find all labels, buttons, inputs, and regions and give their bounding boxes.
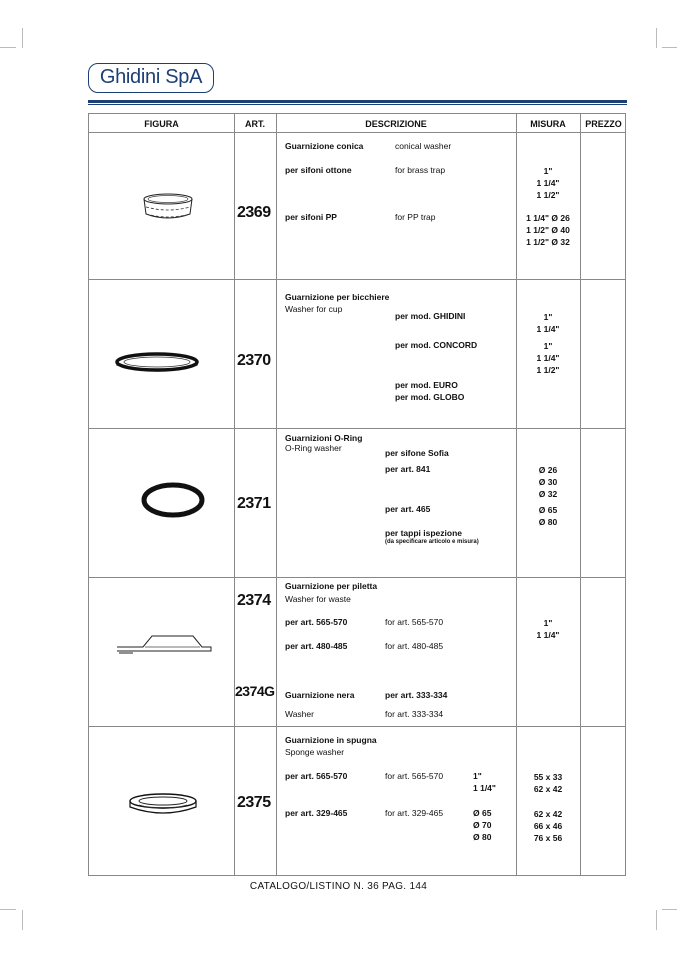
cup-washer-drawing	[115, 351, 199, 377]
size-value: 1 1/4"	[536, 178, 560, 188]
desc-line: per art. 565-570	[285, 617, 348, 627]
desc-line: per tappi ispezione	[385, 528, 462, 538]
size-value: 1 1/2" Ø 40	[526, 225, 570, 235]
size-value: 1"	[543, 618, 553, 628]
waste-washer-drawing	[115, 633, 215, 655]
desc-line-en: for PP trap	[395, 212, 436, 222]
size-value: 1 1/2" Ø 32	[526, 237, 570, 247]
desc-line: per mod. GLOBO	[395, 392, 465, 402]
conical-washer-drawing	[139, 190, 197, 230]
desc-subtitle: O-Ring washer	[285, 443, 342, 453]
desc-size: Ø 70	[473, 820, 492, 830]
crop-mark	[22, 910, 23, 930]
desc-line: per art. 480-485	[285, 641, 348, 651]
article-number-variant: 2374G	[235, 683, 275, 699]
sponge-washer-drawing	[127, 791, 199, 819]
desc-line-en: for art. 565-570	[385, 771, 444, 781]
desc-subtitle: Sponge washer	[285, 747, 345, 757]
col-header-art: ART.	[245, 119, 265, 129]
col-divider	[234, 114, 235, 875]
desc-line: Washer	[285, 709, 314, 719]
desc-title: Guarnizione in spugna	[285, 735, 377, 745]
desc-size: Ø 65	[473, 808, 492, 818]
size-value: 1 1/4"	[536, 324, 560, 334]
desc-note: (da specificare articolo e misura)	[385, 539, 479, 545]
size-value: Ø 32	[538, 489, 558, 499]
row-divider	[89, 726, 625, 727]
row-divider	[89, 428, 625, 429]
desc-title: Guarnizioni O-Ring	[285, 433, 363, 443]
size-value: 1"	[543, 166, 553, 176]
crop-mark	[662, 47, 677, 48]
size-value: 55 x 33	[533, 772, 563, 782]
desc-line: per sifone Sofia	[385, 448, 449, 458]
size-value: 76 x 56	[533, 833, 563, 843]
size-value: Ø 26	[538, 465, 558, 475]
desc-line: per mod. EURO	[395, 380, 458, 390]
desc-line: per mod. GHIDINI	[395, 311, 466, 321]
article-number: 2371	[237, 495, 271, 512]
article-number: 2370	[237, 352, 271, 369]
desc-line: Guarnizione nera	[285, 690, 355, 700]
desc-size: Ø 80	[473, 832, 492, 842]
desc-line-en: for art. 565-570	[385, 617, 444, 627]
desc-line: per sifoni ottone	[285, 165, 352, 175]
desc-subtitle: Washer for cup	[285, 304, 343, 314]
desc-line: per mod. CONCORD	[395, 340, 478, 350]
row-divider	[89, 577, 625, 578]
desc-size: 1"	[473, 771, 482, 781]
col-header-descrizione: DESCRIZIONE	[365, 119, 427, 129]
desc-line-en: for art. 480-485	[385, 641, 444, 651]
header-rule-thin	[88, 104, 627, 105]
desc-line: per art. 841	[385, 464, 431, 474]
size-value: Ø 30	[538, 477, 558, 487]
desc-line: per sifoni PP	[285, 212, 337, 222]
article-number: 2369	[237, 204, 271, 221]
desc-title-en: conical washer	[395, 141, 452, 151]
desc-line-en: for art. 329-465	[385, 808, 444, 818]
col-divider	[276, 114, 277, 875]
crop-mark	[0, 47, 16, 48]
crop-mark	[0, 909, 16, 910]
o-ring-drawing	[140, 481, 206, 519]
size-value: 1 1/4"	[536, 630, 560, 640]
catalog-table	[88, 113, 626, 876]
crop-mark	[22, 28, 23, 48]
col-header-misura: MISURA	[530, 119, 566, 129]
size-value: 1"	[543, 341, 553, 351]
size-value: 62 x 42	[533, 809, 563, 819]
crop-mark	[662, 909, 677, 910]
article-number: 2374	[237, 592, 271, 609]
size-value: 1 1/2"	[536, 365, 560, 375]
size-value: 62 x 42	[533, 784, 563, 794]
crop-mark	[656, 910, 657, 930]
row-divider	[89, 279, 625, 280]
page-footer: CATALOGO/LISTINO N. 36 PAG. 144	[249, 881, 428, 892]
desc-line-en: for art. 333-334	[385, 709, 444, 719]
col-header-figura: FIGURA	[144, 119, 179, 129]
desc-size: 1 1/4"	[473, 783, 496, 793]
size-value: 1"	[543, 312, 553, 322]
desc-line: per art. 333-334	[385, 690, 448, 700]
size-value: Ø 65	[538, 505, 558, 515]
col-header-prezzo: PREZZO	[585, 119, 622, 129]
header-rule	[88, 100, 627, 103]
desc-line: per art. 565-570	[285, 771, 348, 781]
desc-line: per art. 329-465	[285, 808, 348, 818]
row-divider	[89, 132, 625, 133]
size-value: 66 x 46	[533, 821, 563, 831]
article-number: 2375	[237, 794, 271, 811]
size-value: 1 1/2"	[536, 190, 560, 200]
size-value: 1 1/4"	[536, 353, 560, 363]
size-value: Ø 80	[538, 517, 558, 527]
col-divider	[580, 114, 581, 875]
desc-line: per art. 465	[385, 504, 431, 514]
size-value: 1 1/4" Ø 26	[526, 213, 570, 223]
crop-mark	[656, 28, 657, 48]
desc-title: Guarnizione per piletta	[285, 581, 378, 591]
brand-logo: Ghidini SpA	[88, 63, 214, 93]
desc-title: Guarnizione conica	[285, 141, 364, 151]
desc-subtitle: Washer for waste	[285, 594, 351, 604]
desc-line-en: for brass trap	[395, 165, 446, 175]
desc-title: Guarnizione per bicchiere	[285, 292, 390, 302]
